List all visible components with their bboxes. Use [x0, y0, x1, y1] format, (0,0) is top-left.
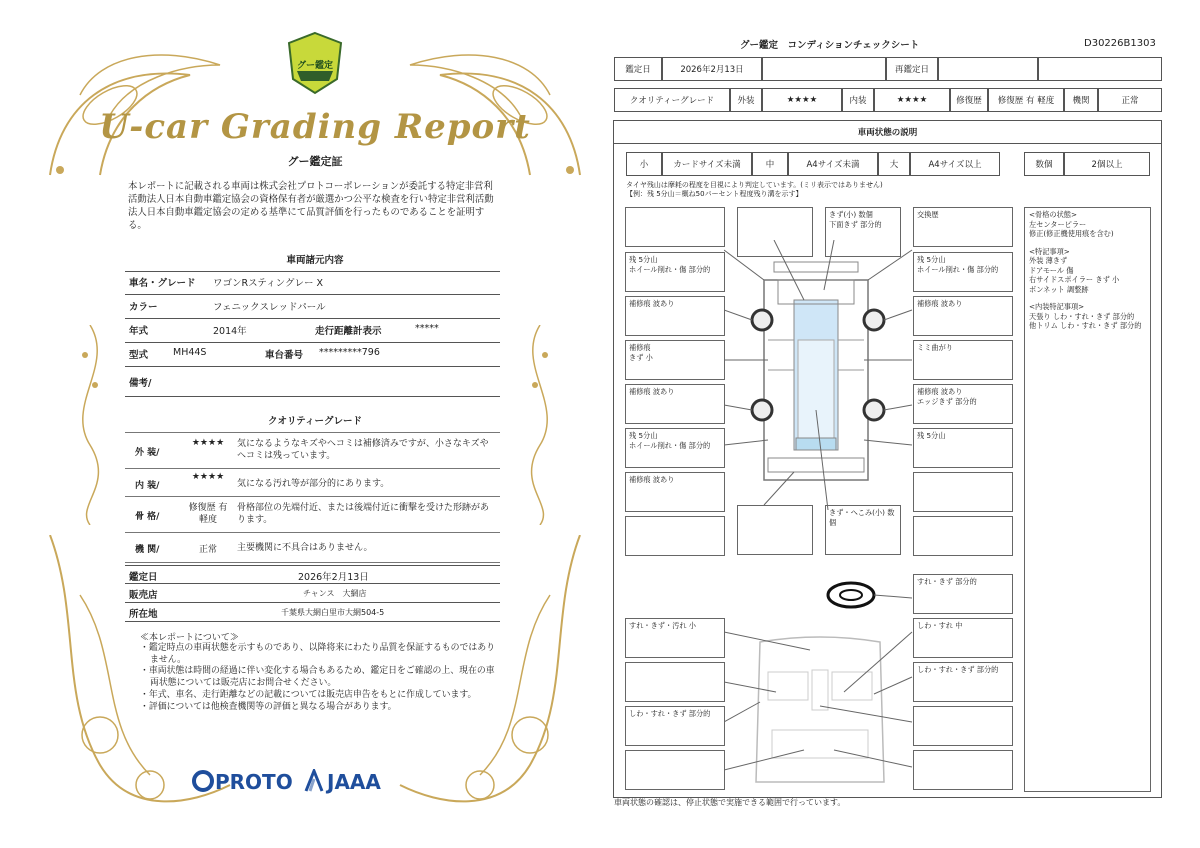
damage-box [737, 207, 813, 257]
damage-box [913, 472, 1013, 512]
report-script-title: U-car Grading Report [99, 107, 531, 147]
damage-box: 補修痕 波あり [625, 384, 725, 424]
damage-box: 補修痕 波あり [625, 296, 725, 336]
damage-box [625, 516, 725, 556]
side-note-line: 天張り しわ・すれ・きず 部分的 [1029, 311, 1135, 321]
quality-heading: クオリティーグレード [267, 416, 363, 427]
spec-model-label: 型式 [129, 350, 149, 361]
side-note-line: <特記事項> [1029, 246, 1070, 256]
quality-label: 外 装/ [135, 448, 160, 458]
damage-box: きず・へこみ(小) 数個 [825, 505, 901, 555]
side-note-line: <内装特記事項> [1029, 302, 1085, 311]
spec-name-value: ワゴンRスティングレー X [213, 278, 323, 289]
quality-value: 修復歴 有 軽度 [188, 503, 228, 525]
info-shop-label: 販売店 [129, 590, 158, 601]
side-note-line: 修正(修正機使用痕を含む) [1029, 229, 1114, 238]
spec-remarks-label: 備考/ [129, 378, 152, 389]
quality-desc: 骨格部位の先端付近、または後端付近に衝撃を受けた形跡があります。 [237, 503, 490, 525]
leader-line [874, 590, 912, 600]
interior-box [913, 706, 1013, 746]
damage-box [737, 505, 813, 555]
interior-box [913, 750, 1013, 790]
interior-box: すれ・きず 部分的 [913, 574, 1013, 614]
legend-key: 小 [626, 152, 662, 176]
damage-box: 交換歴 [913, 207, 1013, 247]
repair-label: 修復歴 [950, 88, 988, 112]
damage-box: 残 5分山 ホイール削れ・傷 部分的 [913, 252, 1013, 292]
car-top-view-diagram [724, 240, 916, 530]
legend-desc: A4サイズ未満 [788, 152, 878, 176]
quality-row-interior [125, 469, 500, 497]
int-label: 内装 [842, 88, 874, 112]
info-address-value: 千葉県大網白里市大網504-5 [281, 608, 385, 617]
side-note-line: 右サイドスポイラー きず 小 [1029, 275, 1120, 284]
damage-box: 補修痕 波あり エッジきず 部分的 [913, 384, 1013, 424]
note-item: ・評価については他検査機関等の評価と異なる場合があります。 [140, 701, 397, 712]
side-note-line: 外装 薄きず [1029, 256, 1068, 265]
info-row-date [125, 565, 500, 584]
interior-box [625, 662, 725, 702]
sheet-title: グー鑑定 コンディションチェックシート [740, 40, 920, 51]
reinspect-label: 再鑑定日 [886, 57, 938, 81]
spec-color-label: カラー [129, 302, 158, 313]
repair-value: 修復歴 有 軽度 [988, 88, 1064, 112]
quality-desc: 気になる汚れ等が部分的にあります。 [237, 479, 390, 489]
legend-desc: カードサイズ未満 [662, 152, 752, 176]
quality-desc: 主要機関に不具合はありません。 [237, 543, 373, 553]
quality-row-frame [125, 497, 500, 533]
empty-cell [762, 57, 886, 81]
spec-year-label: 年式 [129, 326, 149, 337]
damage-box [625, 207, 725, 247]
int-value: ★★★★ [874, 88, 950, 112]
tread-note-line: タイヤ残山は摩耗の程度を目視により判定しています。(ミリ表示ではありません) [626, 181, 883, 189]
spec-row-model [125, 343, 500, 367]
quality-value: 正常 [198, 545, 217, 555]
legend-desc: A4サイズ以上 [910, 152, 1000, 176]
interior-box: しわ・すれ・きず 部分的 [625, 706, 725, 746]
status-heading: 車両状態の説明 [613, 120, 1162, 144]
engine-value: 正常 [1098, 88, 1162, 112]
interior-box [625, 750, 725, 790]
spec-color-value: フェニックスレッドパール [213, 302, 326, 313]
quality-label: 内 装/ [135, 481, 160, 491]
certificate-body: 本レポートに記載される車両は株式会社プロトコーポレーションが委託する特定非営利活動法人日本自動車鑑定協会の資格保有者が厳選かつ公平な検査を行い特定非営利活動法人日本自動車鑑定協会の定める基準にて品質評価を行ったものであることを証明する。 [128, 181, 494, 231]
quality-label: 機 関/ [135, 545, 160, 555]
damage-box: 残 5分山 ホイール削れ・傷 部分的 [625, 428, 725, 468]
quality-label: 骨 格/ [135, 512, 160, 522]
interior-box: しわ・すれ 中 [913, 618, 1013, 658]
legend-key: 大 [878, 152, 910, 176]
notes-title: ≪本レポートについて≫ [140, 633, 239, 643]
car-interior-diagram [724, 622, 916, 794]
certificate-title: グー鑑定証 [287, 155, 343, 168]
damage-box [913, 516, 1013, 556]
ext-label: 外装 [730, 88, 762, 112]
inspect-date-value: 2026年2月13日 [662, 57, 762, 81]
count-label: 数個 [1024, 152, 1064, 176]
proto-logo: PROTO [215, 770, 293, 794]
side-note-line: ドアモール 傷 [1029, 265, 1074, 275]
quality-row-exterior [125, 433, 500, 469]
badge-text: グー鑑定 [296, 61, 333, 71]
quality-row-engine [125, 533, 500, 563]
damage-box: きず(小) 数個 下面きず 部分的 [825, 207, 901, 257]
ext-value: ★★★★ [762, 88, 842, 112]
damage-box: 残 5分山 [913, 428, 1013, 468]
spec-chassis-label: 車台番号 [265, 350, 304, 361]
spec-row-remarks [125, 367, 500, 397]
info-shop-value: チャンス 大網店 [303, 589, 367, 598]
side-note-line: <骨格の状態> [1029, 210, 1077, 219]
damage-box: ミミ曲がり [913, 340, 1013, 380]
info-address-label: 所在地 [129, 609, 158, 620]
empty-cell [1038, 57, 1162, 81]
damage-box: 残 5分山 ホイール削れ・傷 部分的 [625, 252, 725, 292]
count-desc: 2個以上 [1064, 152, 1150, 176]
grade-label: クオリティーグレード [614, 88, 730, 112]
side-note-line: ボンネット 調整跡 [1029, 284, 1089, 294]
spec-chassis-value: *********796 [319, 347, 380, 358]
side-notes [1024, 207, 1151, 792]
engine-label: 機関 [1064, 88, 1098, 112]
note-item: ・車両状態は時間の経過に伴い変化する場合もあるため、鑑定日をご確認の上、現在の車両状態については販売店にお問合せください。 [140, 666, 495, 689]
note-item: ・年式、車名、走行距離などの記載については販売店申告をもとに作成しています。 [140, 689, 477, 700]
sheet-footer: 車両状態の確認は、停止状態で実施できる範囲で行っています。 [614, 798, 846, 807]
interior-box: しわ・すれ・きず 部分的 [913, 662, 1013, 702]
quality-value: ★★★★ [191, 438, 225, 448]
quality-value: ★★★★ [191, 472, 225, 482]
proto-logo-icon [192, 770, 214, 792]
info-date-label: 鑑定日 [129, 572, 158, 583]
quality-desc: 気になるようなキズやヘコミは補修済みですが、小さなキズやヘコミは残っています。 [237, 439, 489, 461]
spec-heading: 車両諸元内容 [286, 255, 344, 266]
inspect-date-label: 鑑定日 [614, 57, 662, 81]
grading-certificate [40, 25, 590, 825]
side-note-line: 左センターピラー [1029, 219, 1087, 229]
side-note-line: 他トリム しわ・すれ・きず 部分的 [1029, 321, 1142, 330]
sheet-id: D30226B1303 [1084, 38, 1156, 49]
spec-mileage-label: 走行距離計表示 [315, 326, 382, 337]
tread-note-line: 【例：残 5分山＝概ね50パーセント程度残り溝を示す】 [626, 190, 803, 198]
jaaa-logo-icon [304, 769, 324, 793]
info-row-shop [125, 584, 500, 603]
spec-mileage-value: ***** [415, 323, 439, 334]
spec-model-value: MH44S [173, 347, 207, 358]
spec-row-name [125, 271, 500, 295]
steering-wheel-icon [826, 580, 876, 610]
damage-box: 補修痕 波あり [625, 472, 725, 512]
note-item: ・鑑定時点の車両状態を示すものであり、以降将来にわたり品質を保証するものではありません。 [140, 643, 495, 665]
spec-name-label: 車名・グレード [129, 278, 196, 289]
info-date-value: 2026年2月13日 [298, 572, 369, 583]
interior-box: すれ・きず・汚れ 小 [625, 618, 725, 658]
reinspect-value [938, 57, 1038, 81]
legend-key: 中 [752, 152, 788, 176]
spec-row-color [125, 295, 500, 319]
damage-box: 補修痕 波あり [913, 296, 1013, 336]
damage-box: 補修痕 きず 小 [625, 340, 725, 380]
jaaa-logo: JAAA [327, 770, 381, 794]
tread-note [626, 181, 883, 199]
spec-year-value: 2014年 [213, 326, 247, 337]
info-row-address [125, 603, 500, 622]
spec-row-year [125, 319, 500, 343]
notes-list [140, 643, 500, 713]
